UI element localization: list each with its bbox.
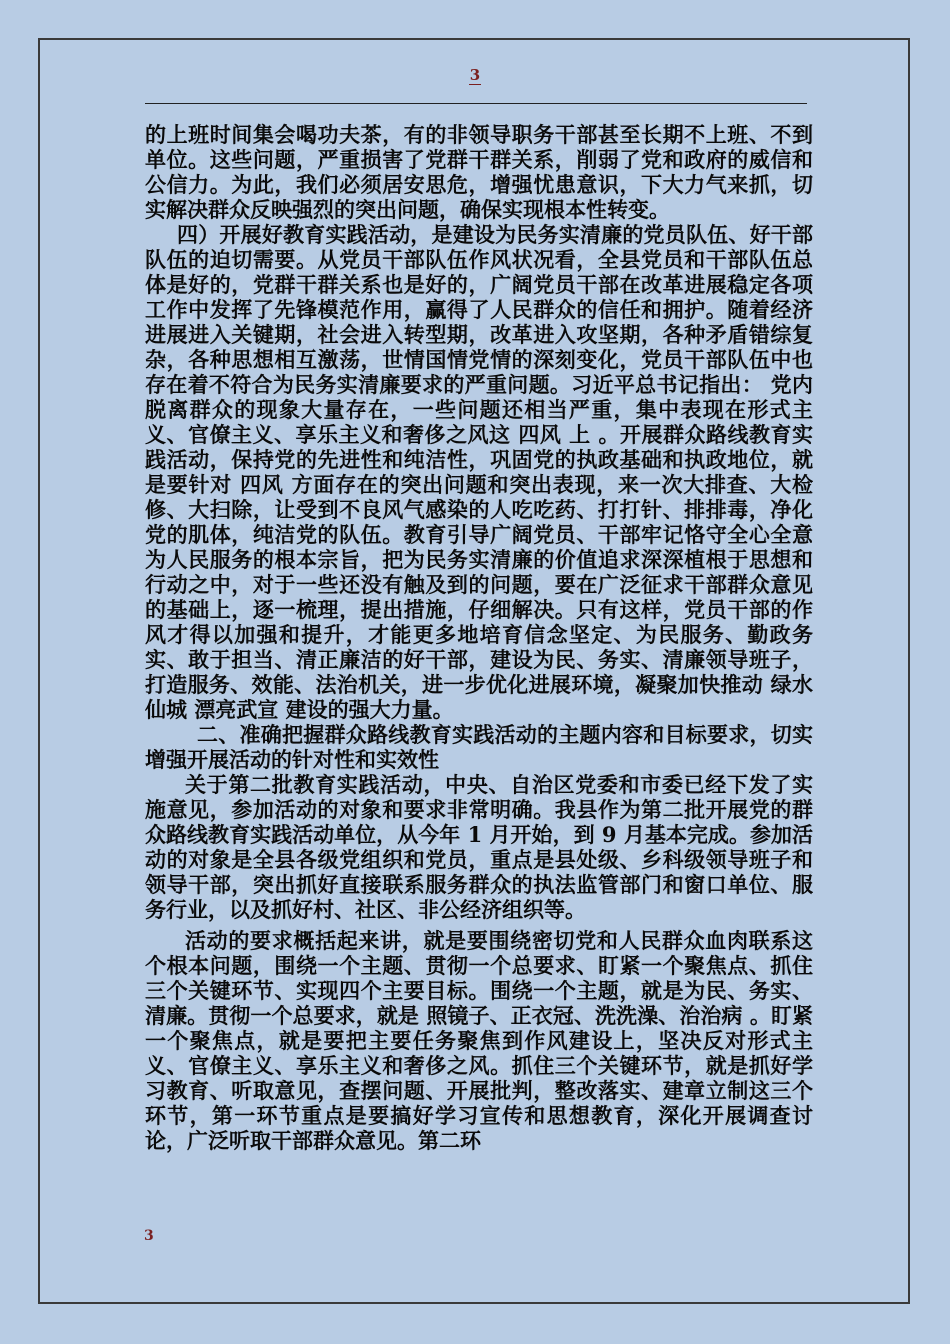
paragraph-3: 关于第二批教育实践活动，中央、自治区党委和市委已经下发了实施意见，参加活动的对象和要求非常明确。我县作为第二批开展党的群众路线教育实践活动单位，从今年 1 月开始，到 9 月基本完成。参加活动的对象是全县各级党组织和党员，重点是县处级、乡科级领导班子和领导干部，突出抓好直接联系服务群众的执法监管部门和窗口单位、服务行业，以及抓好村、社区、非公经济组织等。 bbox=[145, 772, 813, 922]
footer-page-number: 3 bbox=[144, 1228, 154, 1244]
document-body bbox=[145, 122, 813, 1153]
paragraph-1: 的上班时间集会喝功夫茶，有的非领导职务干部甚至长期不上班、不到单位。这些问题，严重损害了党群干群关系，削弱了党和政府的威信和公信力。为此，我们必须居安思危，增强忧患意识，下大力气来抓，切实解决群众反映强烈的突出问题，确保实现根本性转变。 bbox=[145, 122, 813, 222]
paragraph-4: 活动的要求概括起来讲，就是要围绕密切党和人民群众血肉联系这个根本问题，围绕一个主题、贯彻一个总要求、盯紧一个聚焦点、抓住三个关键环节、实现四个主要目标。围绕一个主题，就是为民、务实、清廉。贯彻一个总要求，就是 照镜子、正衣冠、洗洗澡、治治病 。盯紧一个聚焦点，就是要把主要任务聚焦到作风建设上，坚决反对形式主义、官僚主义、享乐主义和奢侈之风。抓住三个关键环节，就是抓好学习教育、听取意见，查摆问题、开展批判，整改落实、建章立制这三个环节，第一环节重点是要搞好学习宣传和思想教育，深化开展调查讨论，广泛听取干部群众意见。第二环 bbox=[145, 928, 813, 1153]
header-page-number-text: 3 bbox=[469, 66, 481, 84]
paragraph-2: 四）开展好教育实践活动，是建设为民务实清廉的党员队伍、好干部队伍的迫切需要。从党员干部队伍作风状况看，全县党员和干部队伍总体是好的，党群干群关系也是好的，广阔党员干部在改革进展稳定各项工作中发挥了先锋模范作用，赢得了人民群众的信任和拥护。随着经济进展进入关键期，社会进入转型期，改革进入攻坚期，各种矛盾错综复杂，各种思想相互激荡，世情国情党情的深刻变化，党员干部队伍中也存在着不符合为民务实清廉要求的严重问题。习近平总书记指出： 党内脱离群众的现象大量存在，一些问题还相当严重，集中表现在形式主义、官僚主义、享乐主义和奢侈之风这 四风 上 。开展群众路线教育实践活动，保持党的先进性和纯洁性，巩固党的执政基础和执政地位，就是要针对 四风 方面存在的突出问题和突出表现，来一次大排查、大检修、大扫除，让受到不良风气感染的人吃吃药、打打针、排排毒，净化党的肌体，纯洁党的队伍。教育引导广阔党员、干部牢记恪守全心全意为人民服务的根本宗旨，把为民务实清廉的价值追求深深植根于思想和行动之中，对于一些还没有触及到的问题，要在广泛征求干部群众意见的基础上，逐一梳理，提出措施，仔细解决。只有这样，党员干部的作风才得以加强和提升，才能更多地培育信念坚定、为民服务、勤政务实、敢于担当、清正廉洁的好干部，建设为民、务实、清廉领导班子，打造服务、效能、法治机关，进一步优化进展环境，凝聚加快推动 绿水仙城 漂亮武宣 建设的强大力量。 bbox=[145, 222, 813, 722]
header-page-number bbox=[0, 66, 950, 84]
section-heading: 二、准确把握群众路线教育实践活动的主题内容和目标要求，切实增强开展活动的针对性和实效性 bbox=[145, 722, 813, 772]
header-rule bbox=[145, 103, 807, 104]
